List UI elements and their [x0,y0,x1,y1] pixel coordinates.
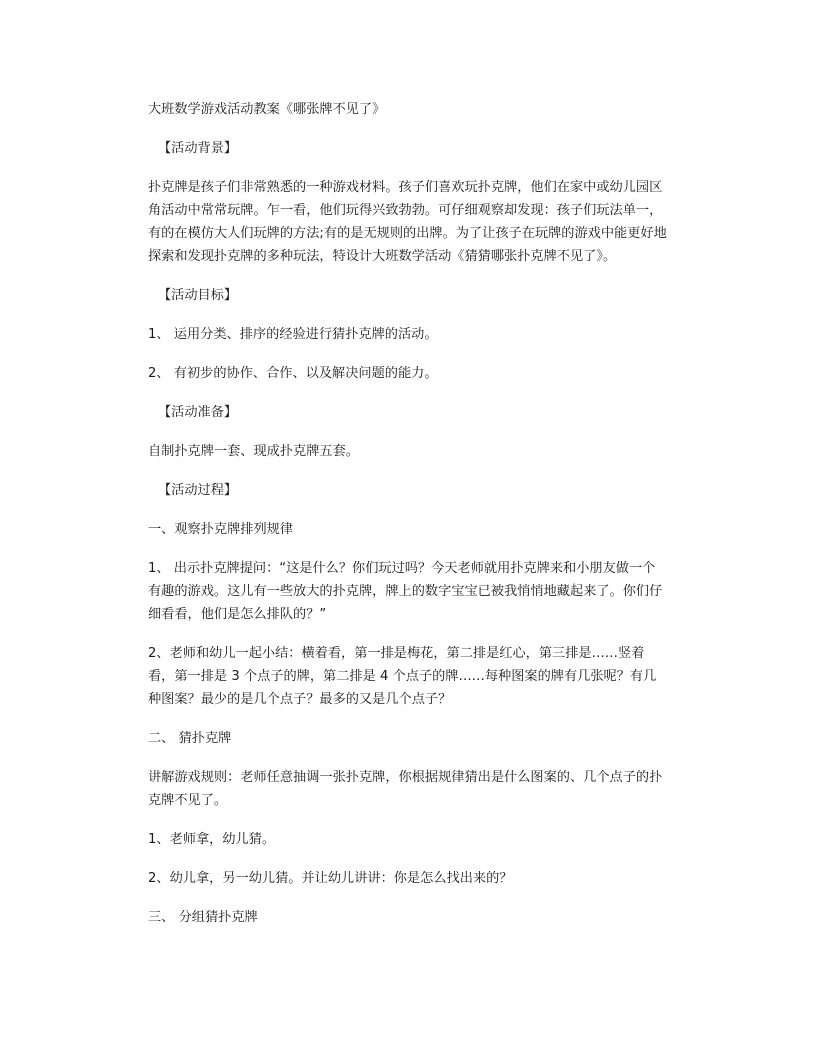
paragraph-background: 扑克牌是孩子们非常熟悉的一种游戏材料。孩子们喜欢玩扑克牌，他们在家中或幼儿园区角活动中常常玩牌。乍一看，他们玩得兴致勃勃。可仔细观察却发现：孩子们玩法单一，有的在模仿大人们玩牌的方法;有的是无规则的出牌。为了让孩子在玩牌的游戏中能更好地探索和发现扑克牌的多种玩法，特设计大班数学活动《猜猜哪张扑克牌不见了》。 [148,180,667,264]
document-title: 大班数学游戏活动教案《哪张牌不见了》 [148,102,386,117]
process-step-3-title: 三、 分组猜扑克牌 [148,910,258,925]
process-step-2-item-2: 2、幼儿拿，另一幼儿猜。并让幼儿讲讲：你是怎么找出来的？ [148,871,513,886]
document-body [148,98,668,945]
goal-item-1: 1、 运用分类、排序的经验进行猜扑克牌的活动。 [148,327,438,342]
section-heading-goals: 【活动目标】 [158,288,238,303]
paragraph-preparation: 自制扑克牌一套、现成扑克牌五套。 [148,444,359,459]
process-step-2-rules: 讲解游戏规则：老师任意抽调一张扑克牌，你根据规律猜出是什么图案的、几个点子的扑克牌不见了。 [148,770,663,808]
section-heading-background: 【活动背景】 [158,141,238,156]
section-heading-process: 【活动过程】 [158,483,238,498]
section-heading-preparation: 【活动准备】 [158,405,238,420]
process-step-1-item-1: 1、 出示扑克牌提问：“这是什么？你们玩过吗？今天老师就用扑克牌来和小朋友做一个有趣的游戏。这儿有一些放大的扑克牌，牌上的数字宝宝已被我悄悄地藏起来了。你们仔细看看，他们是怎么排队的？” [148,561,663,622]
process-step-1-title: 一、观察扑克牌排列规律 [148,522,294,537]
process-step-1-item-2: 2、老师和幼儿一起小结：横着看，第一排是梅花，第二排是红心，第三排是……竖着看，第一排是 3 个点子的牌，第二排是 4 个点子的牌……每种图案的牌有几张呢？有几种图案？最少的是几个点子？最多的又是几个点子？ [148,646,657,707]
process-step-2-title: 二、 猜扑克牌 [148,731,232,746]
goal-item-2: 2、 有初步的协作、合作、以及解决问题的能力。 [148,366,438,381]
process-step-2-item-1: 1、老师拿，幼儿猜。 [148,832,276,847]
